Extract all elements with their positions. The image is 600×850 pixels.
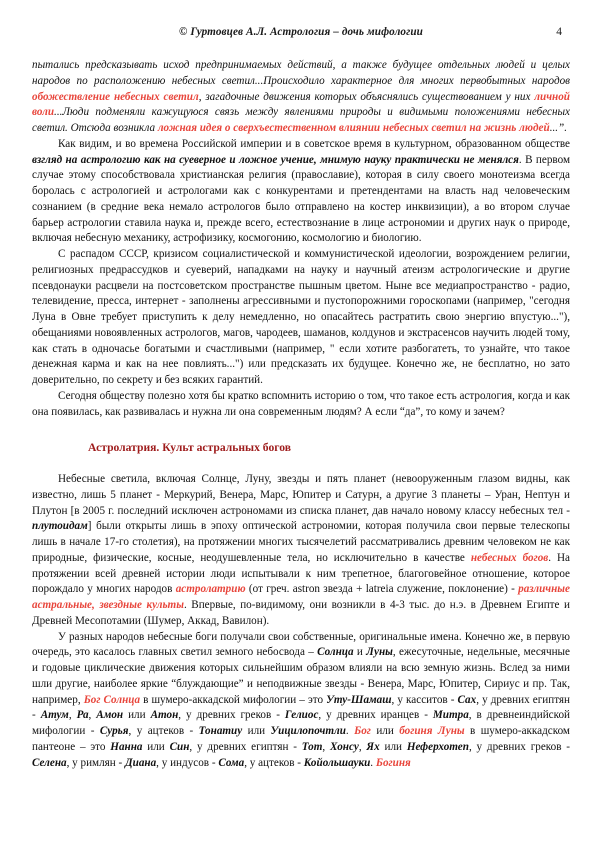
- run-emphasis-red: Бог: [354, 725, 371, 737]
- run-text: ,: [322, 740, 331, 753]
- run-text: .: [370, 756, 376, 769]
- run-text: ) или предсказать их будущее. Конечно же, не бесплатно, но зато доверительно, по секрету и без всяких гарантий.: [32, 358, 570, 386]
- run-emphasis: Селена: [32, 756, 67, 769]
- run-emphasis: Амон: [96, 709, 124, 722]
- run-emphasis-red: ложная идея о сверхъестественном влиянии небесных светил на жизнь людей: [157, 122, 550, 134]
- run-text: ), на протяжении многих тысячелетий рассматривались древним человеком не как природные, физические, косные, неодушевленные тела, но исключительно в качестве: [32, 536, 571, 564]
- run-text: или: [379, 740, 407, 753]
- run-text: и: [353, 646, 367, 659]
- run-emphasis-red: небесных богов: [470, 551, 549, 564]
- paragraph-1: [32, 58, 570, 137]
- run-text: ...”.: [549, 122, 568, 134]
- run-emphasis: Нанна: [110, 740, 143, 753]
- paragraph-3: [32, 247, 570, 389]
- run-emphasis: Хонсу: [330, 740, 359, 753]
- run-italic: невооруженным глазом видны, как известно, лишь 5 планет - Меркурий, Венера, Марс, Юпитер и Сатурн, а другие 3 планеты – Уран, Нептун и Плутон [в 2005 г. последний исключен астрономами из списка планет, дав начало новому классу небесных тел -: [32, 473, 570, 517]
- run-text: или: [142, 740, 170, 753]
- run-emphasis: Ра: [76, 709, 89, 722]
- run-emphasis: Ях: [366, 740, 380, 753]
- run-text: . В первом случае этому способствовала христианская религия (: [32, 153, 570, 182]
- run-emphasis: взгляд на астрологию как на суеверное и ложное учение, мнимую науку практически не менялся: [32, 153, 519, 166]
- run-emphasis: Койольшауки: [303, 756, 371, 769]
- run-text: или: [123, 709, 151, 722]
- spacer: [32, 420, 570, 440]
- run-emphasis-red: астролатрию: [175, 583, 246, 596]
- run-text: У разных народов небесные боги получали свои собственные, оригинальные имена. Конечно же, в первую очередь, это касалось главных светил земного небосвода –: [32, 630, 570, 659]
- run-text: ), обещаниями новоявленных астрологов, магов, чародеев, шаманов, колдунов и экстрасенсов научить людей тому, как стать в одночасье богатыми и счастливыми (: [32, 311, 570, 355]
- run-emphasis: Тонатиу: [198, 725, 243, 737]
- run-text: , у древних греков -: [178, 709, 285, 722]
- run-text: . На протяжении всей древней истории люди испытывали к ним трепетное, благоговейное отношение, которое порождало у многих народов: [32, 551, 571, 596]
- run-emphasis: плутоидам: [32, 520, 88, 533]
- header-title: © Гуртовцев А.Л. Астрология – дочь мифологии: [178, 26, 423, 38]
- run-text: Как видим, и во времена Российской империи и в советское время в культурном, образованном обществе: [58, 137, 570, 150]
- run-text: , ежесуточные, недельные, месячные и годовые циклические движения которых сильнейшим образом влияли на всю земную жизнь. Вслед за ними шли другие, наиболее яркие “блуждающие” и неподвижные звезды - Венера, Марс, Юпитер, Сириус и пр. Так, например,: [32, 646, 570, 706]
- run-emphasis-red: Бог Солнца: [83, 693, 141, 706]
- section-heading: Астролатрия. Культ астральных богов: [88, 441, 291, 455]
- run-text: .: [345, 725, 355, 737]
- run-text: , у римлян -: [66, 756, 126, 769]
- page-header: [32, 26, 570, 52]
- run-text: в шумеро-аккадской мифологии – это: [140, 693, 327, 706]
- run-emphasis: Митра: [432, 709, 469, 722]
- paragraph-6: [32, 630, 570, 772]
- run-italic: от греч. astron звезда + latreia служение, поклонение: [252, 583, 505, 596]
- paragraph-5: [32, 472, 570, 630]
- paragraph-4: [32, 389, 570, 421]
- run-text: , у касситов -: [391, 693, 458, 706]
- run-emphasis: Уту-Шамаш: [326, 693, 392, 706]
- run-text: С распадом СССР, кризисом социалистической и коммунистической идеологии, возрождением религии, религиозных предрассудков и суеверий, нападками на науку и научный атеизм астрологические и другие псевдонауки расцвели на постсоветском пространстве пышным цветом. Ныне все медиапространство - радио, телевидение, пресса, интернет - заполнены агрессивными и пустопорожними гороскопами (: [32, 248, 570, 308]
- run-emphasis-red: обожествление небесных светил: [32, 90, 199, 103]
- run-text: или: [370, 725, 400, 737]
- run-text: . Впервые, по-видимому, они возникли в 4-3 тыс. до н.э. в Древнем Египте и Древней Месопотамии (: [32, 599, 570, 627]
- run-emphasis-red: Богиня: [375, 756, 411, 769]
- run-emphasis: Атум: [40, 709, 69, 722]
- run-emphasis: Неферхотеп: [406, 740, 469, 753]
- run-text: или: [242, 725, 271, 737]
- run-text: , у древних египтян -: [189, 740, 302, 753]
- run-text: ...Люди подменяли кажущуюся связь между явлениями природы и видимыми положениями небесных светил. Отсюда возникла: [32, 106, 570, 134]
- run-text: , у древних египтян -: [32, 693, 571, 722]
- run-text: ,: [68, 709, 77, 722]
- run-text: ), которая в силу своего монотеизма всегда боролась с астрологией и астрологами как с конкурентами и претендентами на власть над человеческим сознанием (: [32, 169, 570, 213]
- run-text: Сегодня обществу полезно хотя бы кратко вспомнить историю о том, что такое есть астрология, когда и как она появилась, как развивалась и нужна ли она современным людям? А если “да”, то кому и зачем?: [32, 389, 570, 418]
- run-text: , загадочные движения которых объяснялись существованием у них: [198, 90, 535, 103]
- run-emphasis: Уицилопочтли: [270, 725, 346, 737]
- run-italic: Шумер, Аккад, Вавилон: [147, 614, 263, 627]
- run-text: пытались предсказывать исход предпринимаемых действий, а также будущее отдельных людей и целых народов по расположению небесных светил...Происходило характерное для многих первобытных народов: [32, 59, 570, 87]
- run-emphasis: Гелиос: [284, 709, 319, 722]
- run-text: , у ацтеков -: [128, 725, 199, 737]
- run-text: , у индусов -: [156, 756, 219, 769]
- run-text: , у ацтеков -: [244, 756, 304, 769]
- run-italic: православие: [295, 169, 355, 182]
- run-emphasis: Атон: [150, 709, 179, 722]
- run-text: , у древних греков -: [468, 740, 570, 753]
- run-text: (: [245, 583, 253, 596]
- run-emphasis: Сах: [457, 693, 477, 706]
- run-emphasis: Тот: [301, 740, 323, 753]
- run-emphasis-red: различные астральные, звездные культы: [32, 583, 570, 611]
- run-text: , в древнеиндийской мифологии -: [32, 709, 570, 737]
- run-emphasis-red: личной воли: [32, 90, 570, 119]
- paragraph-2: [32, 137, 570, 247]
- run-emphasis: Син: [169, 740, 190, 753]
- run-emphasis: Диана: [125, 756, 157, 769]
- run-text: , у древних иранцев -: [318, 709, 433, 722]
- run-text: в шумеро-аккадском пантеоне – это: [32, 725, 570, 753]
- page-number: 4: [556, 26, 562, 38]
- run-emphasis: Солнца: [317, 646, 354, 659]
- run-emphasis: Сома: [218, 756, 245, 769]
- run-emphasis: Сурья: [99, 725, 129, 737]
- run-text: ), а во втором случае барьер астрологии ставила наука и, прежде всего, естествознание в лице астрономии и других наук о природе, включая небесную механику, астрофизику, космогонию, космологию и биологию.: [32, 200, 571, 245]
- run-emphasis-red: богиня Луны: [399, 725, 465, 737]
- run-italic: например, " если хотите разбогатеть, то узнайте, что такое денежная карма и как на нее повлиять...": [32, 342, 570, 371]
- run-text: Небесные светила, включая Солнце, Луну, звезды и пять планет (: [58, 473, 396, 485]
- run-text: ,: [88, 709, 97, 722]
- run-text: ,: [358, 740, 367, 753]
- spacer: [32, 456, 570, 472]
- run-text: ) -: [504, 583, 519, 596]
- run-italic: например, "сегодня Луна в Овне требует приступить к делу немедленно, но опасайтесь растратить свою энергию впустую...": [32, 295, 570, 323]
- run-italic: в средние века немало астрологов было отправлено на костер инквизиции: [90, 200, 463, 213]
- run-emphasis: Луны: [366, 646, 393, 659]
- run-text: ).: [262, 614, 270, 627]
- run-italic: ] были открыты лишь в эпоху оптической астрономии, которая получила свои первые телескопы лишь в начале 17-го столетия: [32, 520, 570, 548]
